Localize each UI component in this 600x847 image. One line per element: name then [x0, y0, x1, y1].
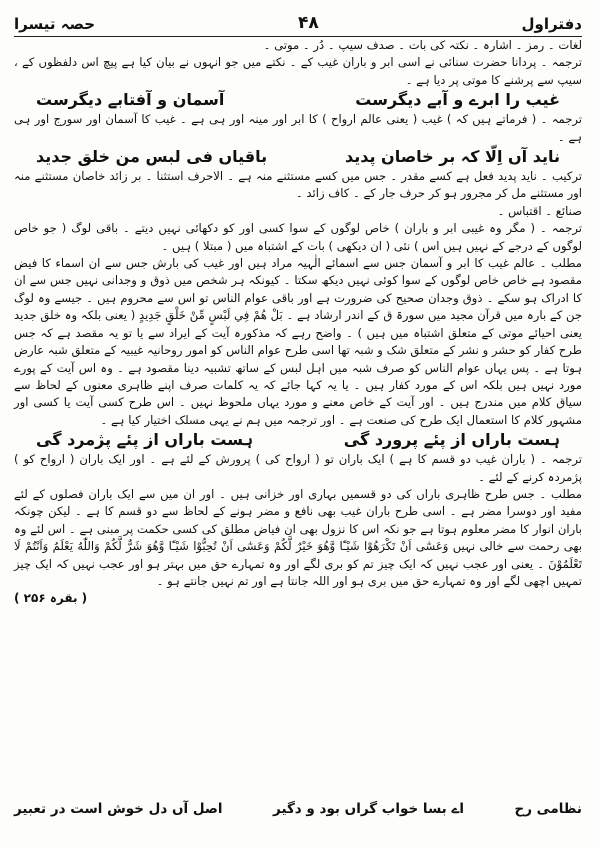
verse-hemistich-right: اے بسا خواب گراں بود و دگیر [273, 801, 464, 817]
verse-hemistich-right: ناید آں اِلّا کہ بر خاصان پدید [344, 147, 560, 167]
verse-line [14, 146, 582, 168]
explanation-paragraph: مطلب ۔ عالم غیب کا ابر و آسمان جس سے اسمائے الٰہیہ مراد ہیں اور غیب کی بارش جس سے ان اسماء کا فیض مقصود ہے خاص خاص لوگوں کے سوا کوئی نہیں دیکھ سکتا ۔ کیونکہ ہر شخص میں ذوق و وجدانی نہیں جس سے ان کا ادراک ہو سکے ۔ ذوق وجدان صحیح کی ضرورت ہے اور باقی عوام الناس تو اس سے محروم ہیں ۔ جیسے وہ لوگ جن کے بارہ میں قرآن مجید میں سورۃ ق کے اندر ارشاد ہے ۔ بَلْ هُمْ فِي لَبْسٍ مِّنْ خَلْقٍ جَدِيدٍ ( یعنی بلکہ وہ خلق جدید یعنی احیائے موتی کے متعلق اشتباہ میں ہیں ) ۔ واضح رہے کہ مذکورہ آیت کے ایراد سے یا تو یہ مقصد ہے کہ جس طرح کفار کو حشر و نشر کے متعلق شک و شبہ تھا اسی طرح عوام الناس کو امور روحانیہ غیبیہ کے متعلق شبہ عارض ہوتا ہے ۔ پس یہاں عوام الناس کو صرف شبہ میں اہل لبس کے ساتھ تشبیہ دینا مقصود ہے ۔ وہ اس آیت کے پورے مورد نہیں ہیں بلکہ اس کے مورد کفار ہیں ۔ یا یہ کہا جائے کہ یہ کلمات صرف اپنے ظاہری معنوں کے لحاظ سے سیاق کلام میں مندرج ہیں ۔ اور آیت کے خاص معنے و مورد یہاں ملحوظ نہیں ۔ اس طرح کسی آیت یا کسی اور مشہور کلام کا استعمال ایک طرح کی صنعت ہے ۔ اور ترجمہ میں ہم نے یہی مسلک اختیار کیا ہے ۔ [14, 256, 582, 427]
verse-line [14, 429, 582, 451]
verse-hemistich-left: ہست باراں از پئے پژمرد گی [36, 430, 253, 450]
verse-hemistich-right: غیب را ابرے و آبے دیگرست [355, 90, 560, 110]
verse-hemistich-right: ہست باراں از پئے پرورد گی [343, 430, 560, 450]
quran-reference: ( بقرہ ۲۵۶ ) [14, 591, 88, 606]
verse-hemistich-left: آسمان و آفتابے دیگرست [36, 90, 225, 110]
rhetoric-paragraph: صنائع ۔ اقتباس ۔ [497, 203, 582, 218]
translation-paragraph: ترجمہ ۔ ( مگر وہ غیبی ابر و باران ) خاص لوگوں کے سوا کسی اور کو دکھائی نہیں دیتے ۔ باقی لوگ ( جو خاص لوگوں کے درجے کے نہیں ہیں اس ) نئی ( ان دیکھی ) بات کے اشتباہ میں ( مبتلا ) ہیں ۔ [14, 221, 582, 253]
footer-verse [14, 801, 582, 817]
lughat-paragraph: لغات ۔ رمز ۔ اشارہ ۔ نکتہ کی بات ۔ صدف سیپ ۔ دُر ۔ موتی ۔ [263, 38, 582, 52]
page-number: ۴۸ [297, 13, 319, 33]
verse-hemistich-left: باقیاں فی لبس من خلق جدید [36, 147, 268, 167]
part-title: حصہ تیسرا [14, 15, 96, 33]
translation-paragraph: ترجمہ ۔ ( فرماتے ہیں کہ ) غیب ( یعنی عالم ارواح ) کا ابر اور مینہ اور ہی ہے ۔ غیب کا آسمان اور سورج اور ہی ہے ۔ [14, 112, 582, 144]
explanation-paragraph: مطلب ۔ جس طرح ظاہری باراں کی دو قسمیں بہاری اور خزانی ہیں ۔ اور ان میں سے ایک باران فصلوں کے لئے مفید اور دوسرا مضر ہے ۔ اسی طرح باران غیب بھی نافع و مضر ہونے کے لحاظ سے دو قسم کا ہے ۔ لیکن چونکہ باران انوار کا مضر معلوم ہوتا ہے جو نکہ اس کا نزول بھی ان فیاض مطلق کی کسی حکمت پر مبنی ہے ۔ اس لئے وہ بھی رحمت سے خالی نہیں وَعَسٰٓى اَنْ تَكْرَهُوْا شَيْـًٔا وَّهُوَ خَيْرٌ لَّكُمْ وَعَسٰٓى اَنْ تُحِبُّوْا شَيْـًٔا وَّهُوَ شَرٌّ لَّكُمْ وَاللّٰهُ يَعْلَمُ وَاَنْتُمْ لَا تَعْلَمُوْنَ ۔ یعنی اور عجب نہیں کہ ایک چیز تم کو بری لگے اور وہ تمہارے حق میں بہتر ہو اور عجب نہیں کہ ایک چیز تمہیں اچھی لگے اور وہ تمہارے حق میں بری ہو اور اللہ جانتا ہے اور تم نہیں جانتے ہو ۔ [14, 486, 582, 588]
verse-hemistich-left: اصل آں دل خوش است در تعبیر [14, 801, 223, 817]
page-body [14, 37, 582, 608]
translation-paragraph: ترجمہ ۔ پردانا حضرت سنائی نے اسی ابر و باران غیب کے ۔ نکتے میں جو انہوں نے بیان کیا ہے پیچ اس دلفظوں کے ، سیپ سے پرشنے کا موتی پر دیا ہے ۔ [14, 55, 582, 87]
translation-paragraph: ترجمہ ۔ ( باران غیب دو قسم کا ہے ) ایک باران تو ( ارواح کی ) پرورش کے لئے ہے ۔ اور ایک باران ( ارواح کو ) پژمردہ کرنے کے لئے ۔ [14, 452, 582, 484]
page-header [14, 0, 582, 37]
poet-attribution: نظامی رح [514, 801, 582, 817]
grammar-paragraph: ترکیب ۔ ناید پدید فعل ہے کسے مقدر ۔ جس میں کسے مستثنے منہ ہے ۔ الاحرف استثنا ۔ بر زائد خاصان مستثنے منہ اور مستثنے مل کر مجرور ہو کر حرف جار کے ۔ کاف زائد ۔ [14, 169, 582, 201]
volume-title: دفتراول [521, 15, 582, 33]
verse-line [14, 89, 582, 111]
